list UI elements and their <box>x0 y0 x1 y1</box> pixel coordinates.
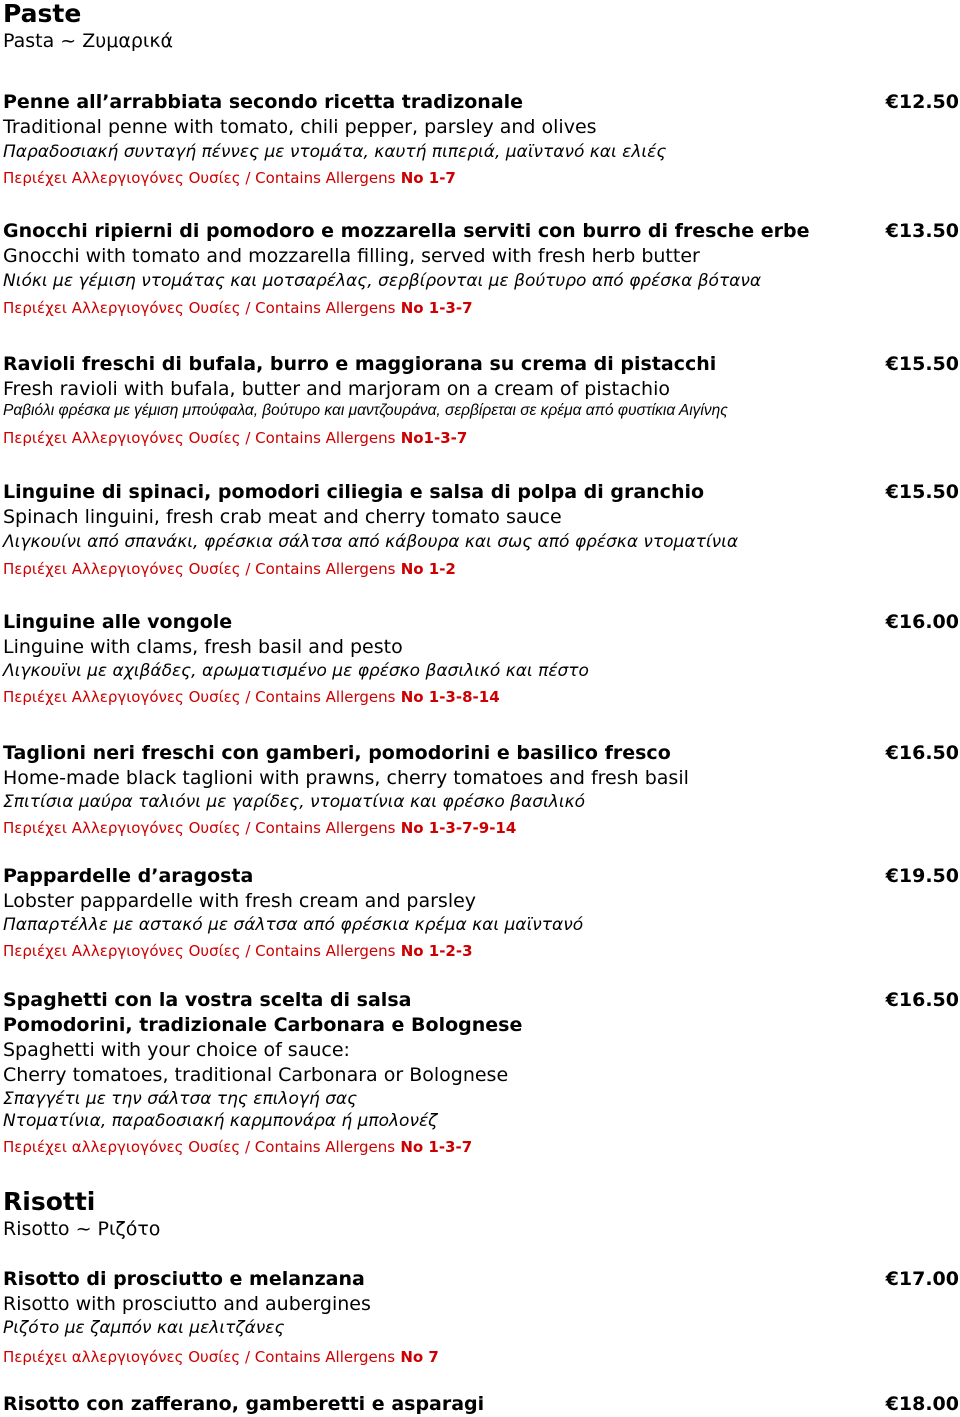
dish-description-gr: Λιγκουίνι από σπανάκι, φρέσκια σάλτσα από κάβουρα και σως από φρέσκα ντοματίνια <box>3 532 739 552</box>
allergen-info <box>3 169 456 187</box>
dish-description-en: Traditional penne with tomato, chili pepper, parsley and olives <box>3 116 597 138</box>
dish-name: Pappardelle d’aragosta <box>3 865 254 887</box>
allergen-info <box>3 942 473 960</box>
dish-description-gr: Σπαγγέτι με την σάλτσα της επιλογή σας <box>3 1089 358 1109</box>
dish-name: Risotto con zafferano, gamberetti e asparagi <box>3 1393 485 1415</box>
dish-price: €13.50 <box>885 220 959 242</box>
dish-description-en: Linguine with clams, fresh basil and pesto <box>3 636 403 658</box>
allergen-info <box>3 1138 472 1156</box>
dish-description-gr: Νιόκι με γέμιση ντομάτας και μοτσαρέλας, σερβίρονται με βούτυρο από φρέσκα βότανα <box>3 271 762 291</box>
allergen-codes: No 1-3-7-9-14 <box>395 819 517 837</box>
allergen-label: Περιέχει Αλλεργιογόνες Ουσίες / Contains Allergens <box>3 560 396 578</box>
dish-name: Taglioni neri freschi con gamberi, pomodorini e basilico fresco <box>3 742 671 764</box>
dish-price: €16.50 <box>885 742 959 764</box>
dish-price: €16.00 <box>885 611 959 633</box>
dish-name: Gnocchi ripierni di pomodoro e mozzarella serviti con burro di fresche erbe <box>3 220 810 242</box>
dish-description-en: Spinach linguini, fresh crab meat and cherry tomato sauce <box>3 506 562 528</box>
dish-description-en: Gnocchi with tomato and mozzarella filling, served with fresh herb butter <box>3 245 700 267</box>
section-title-paste: Paste <box>3 0 82 28</box>
dish-name: Penne all’arrabbiata secondo ricetta tradizonale <box>3 91 524 113</box>
allergen-codes: No 1-2-3 <box>395 942 473 960</box>
allergen-label: Περιέχει Αλλεργιογόνες Ουσίες / Contains Allergens <box>3 169 396 187</box>
allergen-info <box>3 299 473 317</box>
allergen-label: Περιέχει αλλεργιογόνες Ουσίες / Contains Allergens <box>3 1348 396 1366</box>
allergen-info <box>3 1348 439 1366</box>
allergen-codes: No 1-3-8-14 <box>395 688 500 706</box>
dish-description-gr: Ριζότο με ζαμπόν και μελιτζάνες <box>3 1318 285 1338</box>
allergen-label: Περιέχει Αλλεργιογόνες Ουσίες / Contains Allergens <box>3 942 396 960</box>
allergen-info <box>3 688 500 706</box>
allergen-info <box>3 429 467 447</box>
dish-description-en: Fresh ravioli with bufala, butter and marjoram on a cream of pistachio <box>3 378 670 400</box>
dish-description-gr-line-2: Ντοματίνια, παραδοσιακή καρμπονάρα ή μπολονέζ <box>3 1111 438 1131</box>
dish-description-en: Risotto with prosciutto and aubergines <box>3 1293 371 1315</box>
dish-description-gr: Παπαρτέλλε με αστακό με σάλτσα από φρέσκια κρέμα και μαϊντανό <box>3 915 584 935</box>
section-subtitle-paste: Pasta ~ Ζυμαρικά <box>3 30 174 52</box>
allergen-codes: No 1-2 <box>395 560 456 578</box>
allergen-label: Περιέχει Αλλεργιογόνες Ουσίες / Contains Allergens <box>3 299 396 317</box>
dish-price: €12.50 <box>885 91 959 113</box>
dish-description-en: Spaghetti with your choice of sauce: <box>3 1039 350 1061</box>
dish-description-gr: Ραβιόλι φρέσκα με γέμιση μπούφαλα, βούτυρο και μαντζουράνα, σερβίρεται σε κρέμα από φυστίκια Αιγίνης <box>3 402 728 419</box>
dish-name: Ravioli freschi di bufala, burro e maggiorana su crema di pistacchi <box>3 353 717 375</box>
dish-name: Linguine di spinaci, pomodori ciliegia e salsa di polpa di granchio <box>3 481 705 503</box>
dish-description-en-line-2: Cherry tomatoes, traditional Carbonara or Bolognese <box>3 1064 509 1086</box>
allergen-codes: No 7 <box>395 1348 439 1366</box>
dish-name-line-2: Pomodorini, tradizionale Carbonara e Bolognese <box>3 1014 523 1036</box>
section-title-risotti: Risotti <box>3 1187 96 1216</box>
dish-name: Spaghetti con la vostra scelta di salsa <box>3 989 412 1011</box>
allergen-codes: No 1-3-7 <box>395 299 473 317</box>
dish-price: €15.50 <box>885 481 959 503</box>
dish-name: Risotto di prosciutto e melanzana <box>3 1268 365 1290</box>
allergen-label: Περιέχει Αλλεργιογόνες Ουσίες / Contains Allergens <box>3 819 396 837</box>
allergen-info <box>3 819 516 837</box>
allergen-codes: No1-3-7 <box>395 429 468 447</box>
dish-price: €19.50 <box>885 865 959 887</box>
allergen-label: Περιέχει αλλεργιογόνες Ουσίες / Contains Allergens <box>3 1138 396 1156</box>
allergen-codes: No 1-7 <box>395 169 456 187</box>
dish-description-gr: Παραδοσιακή συνταγή πέννες με ντομάτα, καυτή πιπεριά, μαϊντανό και ελιές <box>3 142 667 162</box>
allergen-label: Περιέχει Αλλεργιογόνες Ουσίες / Contains Allergens <box>3 429 396 447</box>
dish-description-gr: Σπιτίσια μαύρα ταλιόνι με γαρίδες, ντοματίνια και φρέσκο βασιλικό <box>3 792 586 812</box>
dish-description-gr: Λιγκουϊνι με αχιβάδες, αρωματισμένο με φρέσκο βασιλικό και πέστο <box>3 661 589 681</box>
dish-price: €18.00 <box>885 1393 959 1415</box>
dish-description-en: Lobster pappardelle with fresh cream and parsley <box>3 890 477 912</box>
dish-price: €17.00 <box>885 1268 959 1290</box>
allergen-label: Περιέχει Αλλεργιογόνες Ουσίες / Contains Allergens <box>3 688 396 706</box>
dish-price: €16.50 <box>885 989 959 1011</box>
dish-price: €15.50 <box>885 353 959 375</box>
allergen-codes: No 1-3-7 <box>395 1138 473 1156</box>
section-subtitle-risotti: Risotto ~ Ριζότο <box>3 1218 161 1240</box>
dish-name: Linguine alle vongole <box>3 611 233 633</box>
allergen-info <box>3 560 456 578</box>
dish-description-en: Home-made black taglioni with prawns, cherry tomatoes and fresh basil <box>3 767 689 789</box>
